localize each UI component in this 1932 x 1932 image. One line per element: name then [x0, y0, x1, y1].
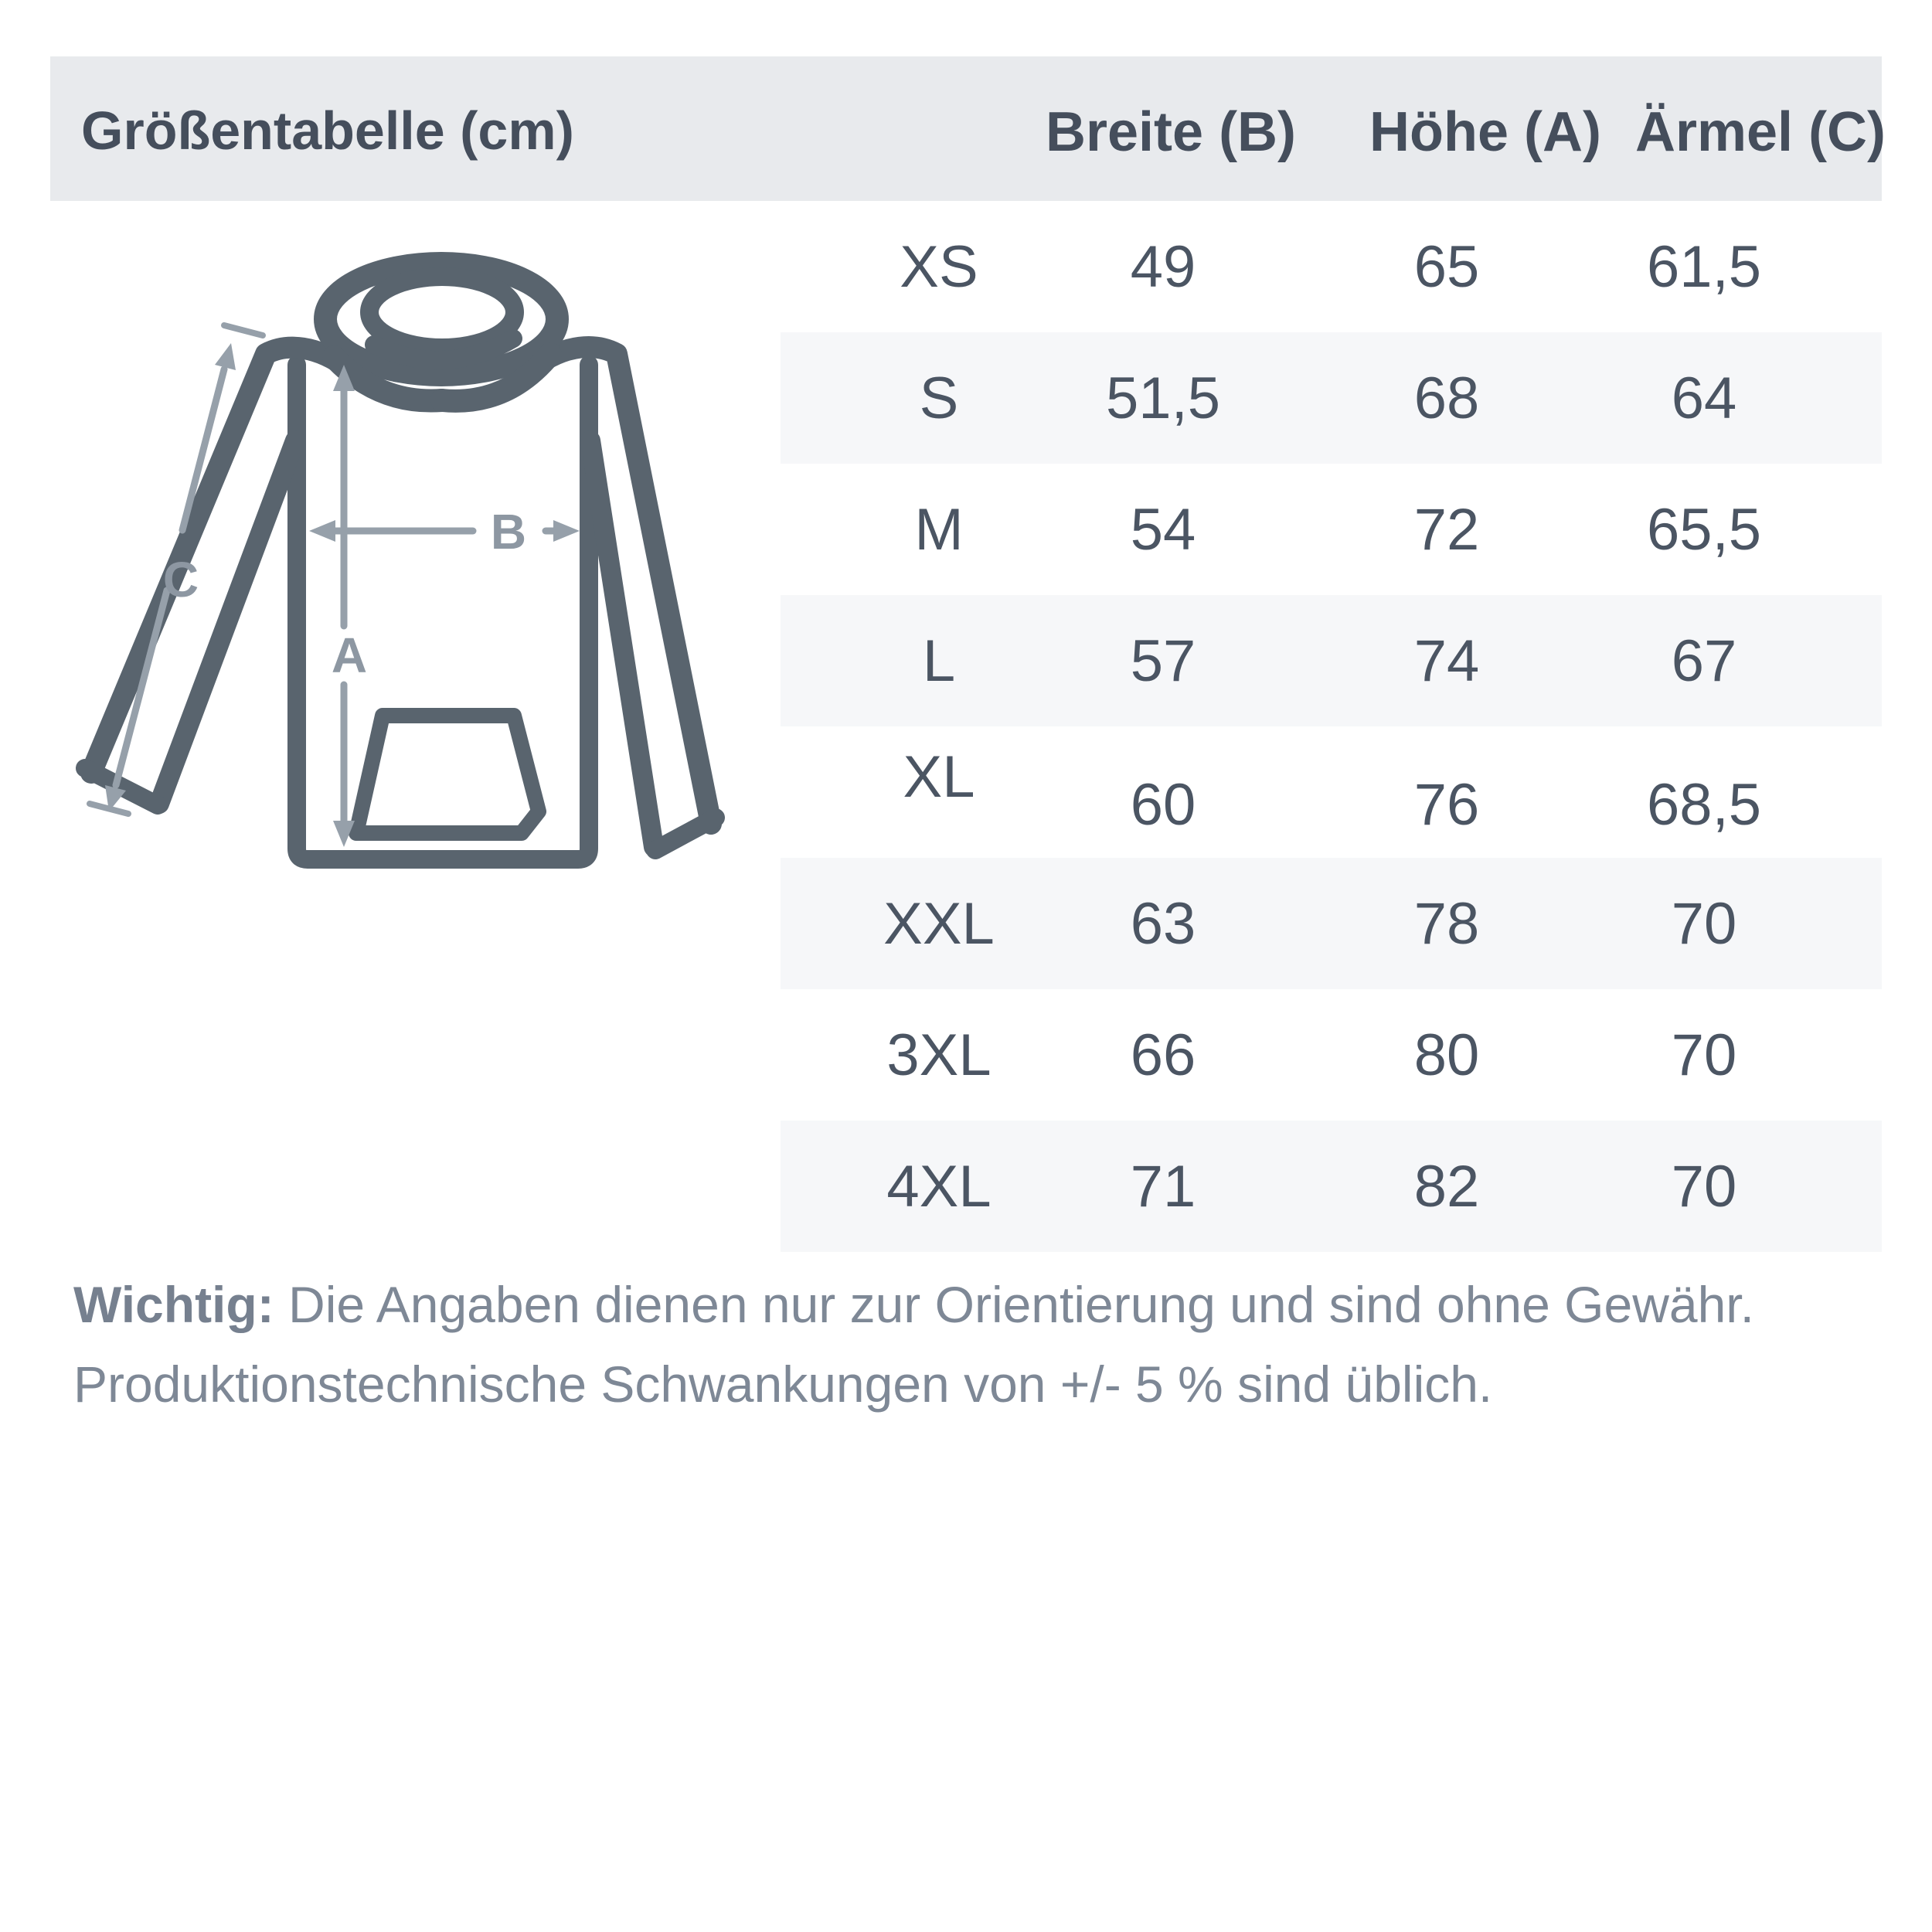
- size-label: 4XL: [886, 1154, 992, 1219]
- disclaimer-line-1-text: Die Angaben dienen nur zur Orientierung und sind ohne Gewähr.: [274, 1276, 1754, 1333]
- page-title: Größentabelle (cm): [81, 100, 574, 161]
- disclaimer-line-1: [73, 1275, 1754, 1334]
- aermel-value: 70: [1671, 1154, 1737, 1219]
- breite-value: 60: [1130, 772, 1196, 838]
- breite-value: 51,5: [1106, 366, 1220, 431]
- column-header-breite: Breite (B): [1045, 101, 1297, 163]
- aermel-value: 65,5: [1647, 497, 1761, 563]
- size-label: S: [919, 366, 959, 431]
- hoehe-value: 74: [1413, 628, 1480, 694]
- hoehe-value: 72: [1413, 497, 1480, 563]
- label-c: C: [162, 552, 199, 607]
- size-label: 3XL: [886, 1022, 992, 1088]
- breite-value: 57: [1130, 628, 1196, 694]
- size-label: XXL: [883, 891, 995, 957]
- hoehe-value: 80: [1413, 1022, 1480, 1088]
- hoehe-value: 82: [1413, 1154, 1480, 1219]
- disclaimer-line-2: Produktionstechnische Schwankungen von +/- 5 % sind üblich.: [73, 1355, 1493, 1413]
- label-a: A: [331, 628, 368, 683]
- breite-value: 71: [1130, 1154, 1196, 1219]
- size-label: M: [914, 497, 964, 563]
- table-header: [50, 56, 1886, 201]
- table-row: [0, 726, 1932, 858]
- aermel-value: 70: [1671, 891, 1737, 957]
- hoehe-value: 76: [1413, 772, 1480, 838]
- breite-value: 63: [1130, 891, 1196, 957]
- column-header-hoehe: Höhe (A): [1369, 101, 1601, 163]
- size-label: XL: [903, 744, 975, 810]
- aermel-value: 68,5: [1647, 772, 1761, 838]
- label-b: B: [490, 504, 527, 560]
- table-row: [0, 858, 1932, 989]
- hoehe-value: 65: [1413, 234, 1480, 300]
- table-row: [0, 332, 1932, 464]
- size-label: L: [922, 628, 956, 694]
- breite-value: 66: [1130, 1022, 1196, 1088]
- table-row: [0, 464, 1932, 595]
- table-row: [0, 595, 1932, 726]
- aermel-value: 61,5: [1647, 234, 1761, 300]
- breite-value: 49: [1130, 234, 1196, 300]
- table-row: [0, 201, 1932, 332]
- breite-value: 54: [1130, 497, 1196, 563]
- aermel-value: 67: [1671, 628, 1737, 694]
- table-row: [0, 989, 1932, 1121]
- hoehe-value: 68: [1413, 366, 1480, 431]
- aermel-value: 70: [1671, 1022, 1737, 1088]
- hoehe-value: 78: [1413, 891, 1480, 957]
- aermel-value: 64: [1671, 366, 1737, 431]
- disclaimer-bold-prefix: Wichtig:: [73, 1276, 274, 1333]
- size-label: XS: [900, 234, 978, 300]
- column-header-aermel: Ärmel (C): [1634, 101, 1886, 163]
- table-row: [0, 1121, 1932, 1252]
